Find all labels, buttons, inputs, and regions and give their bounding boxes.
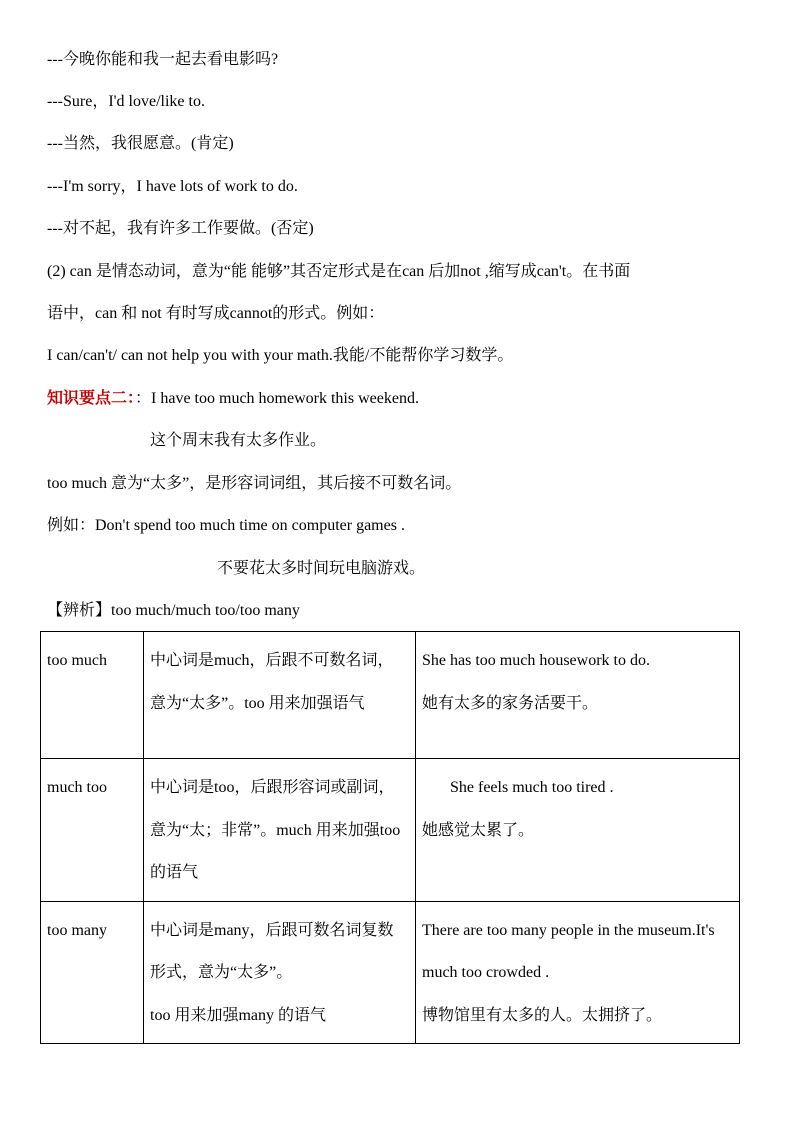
- too-much-explanation: too much 意为“太多”，是形容词词组，其后接不可数名词。: [47, 475, 462, 492]
- knowledge-point-label: 知识要点二：: [47, 390, 136, 407]
- example-cell: [416, 632, 740, 759]
- term-cell: much too: [41, 759, 144, 902]
- can-explanation-line2: 语中，can 和 not 有时写成cannot的形式。例如：: [47, 305, 385, 322]
- description-part2: too 用来加强many 的语气: [150, 1006, 326, 1024]
- table-row: [41, 759, 740, 902]
- knowledge-point-2: [47, 389, 419, 409]
- dialogue-answer-yes-en: ---Sure，I'd love/like to.: [47, 93, 205, 110]
- term-cell: too many: [41, 901, 144, 1044]
- example-cell: [416, 901, 740, 1044]
- dialogue-answer-no-en: ---I'm sorry，I have lots of work to do.: [47, 178, 298, 195]
- description-cell: 中心词是too，后跟形容词或副词，意为“太；非常”。much 用来加强too 的语气: [144, 759, 416, 902]
- example-chinese: 她有太多的家务活要干。: [422, 694, 599, 712]
- example-english: She has too much housework to do.: [422, 652, 650, 669]
- comparison-table: [40, 631, 740, 1044]
- example-chinese: 她感觉太累了。: [422, 821, 535, 839]
- term-cell: too much: [41, 632, 144, 759]
- description-part1: 中心词是many，后跟可数名词复数形式，意为“太多”。: [150, 921, 394, 981]
- too-much-example-translation: 不要花太多时间玩电脑游戏。: [217, 560, 426, 577]
- example-chinese: 博物馆里有太多的人。太拥挤了。: [422, 1006, 663, 1024]
- comparison-heading: 【辨析】too much/much too/too many: [47, 602, 300, 619]
- example-cell: [416, 759, 740, 902]
- knowledge-point-translation: 这个周末我有太多作业。: [150, 432, 327, 449]
- table-row: [41, 901, 740, 1044]
- example-english: There are too many people in the museum.It's much too crowded .: [422, 921, 715, 981]
- example-english: She feels much too tired .: [450, 779, 614, 796]
- dialogue-answer-no-zh: ---对不起，我有许多工作要做。(否定): [47, 220, 314, 237]
- dialogue-question-zh: ---今晚你能和我一起去看电影吗?: [47, 51, 279, 68]
- description-cell: 中心词是much，后跟不可数名词，意为“太多”。too 用来加强语气: [144, 632, 416, 759]
- can-explanation-line1: (2) can 是情态动词，意为“能 能够”其否定形式是在can 后加not ,缩写成can't。在书面: [47, 263, 631, 280]
- knowledge-point-sentence: ：I have too much homework this weekend.: [135, 390, 419, 407]
- too-much-example: 例如：Don't spend too much time on computer games .: [47, 517, 405, 534]
- table-row: [41, 632, 740, 759]
- dialogue-answer-yes-zh: ---当然，我很愿意。(肯定): [47, 135, 234, 152]
- description-cell: [144, 901, 416, 1044]
- can-example: I can/can't/ can not help you with your math.我能/不能帮你学习数学。: [47, 347, 514, 364]
